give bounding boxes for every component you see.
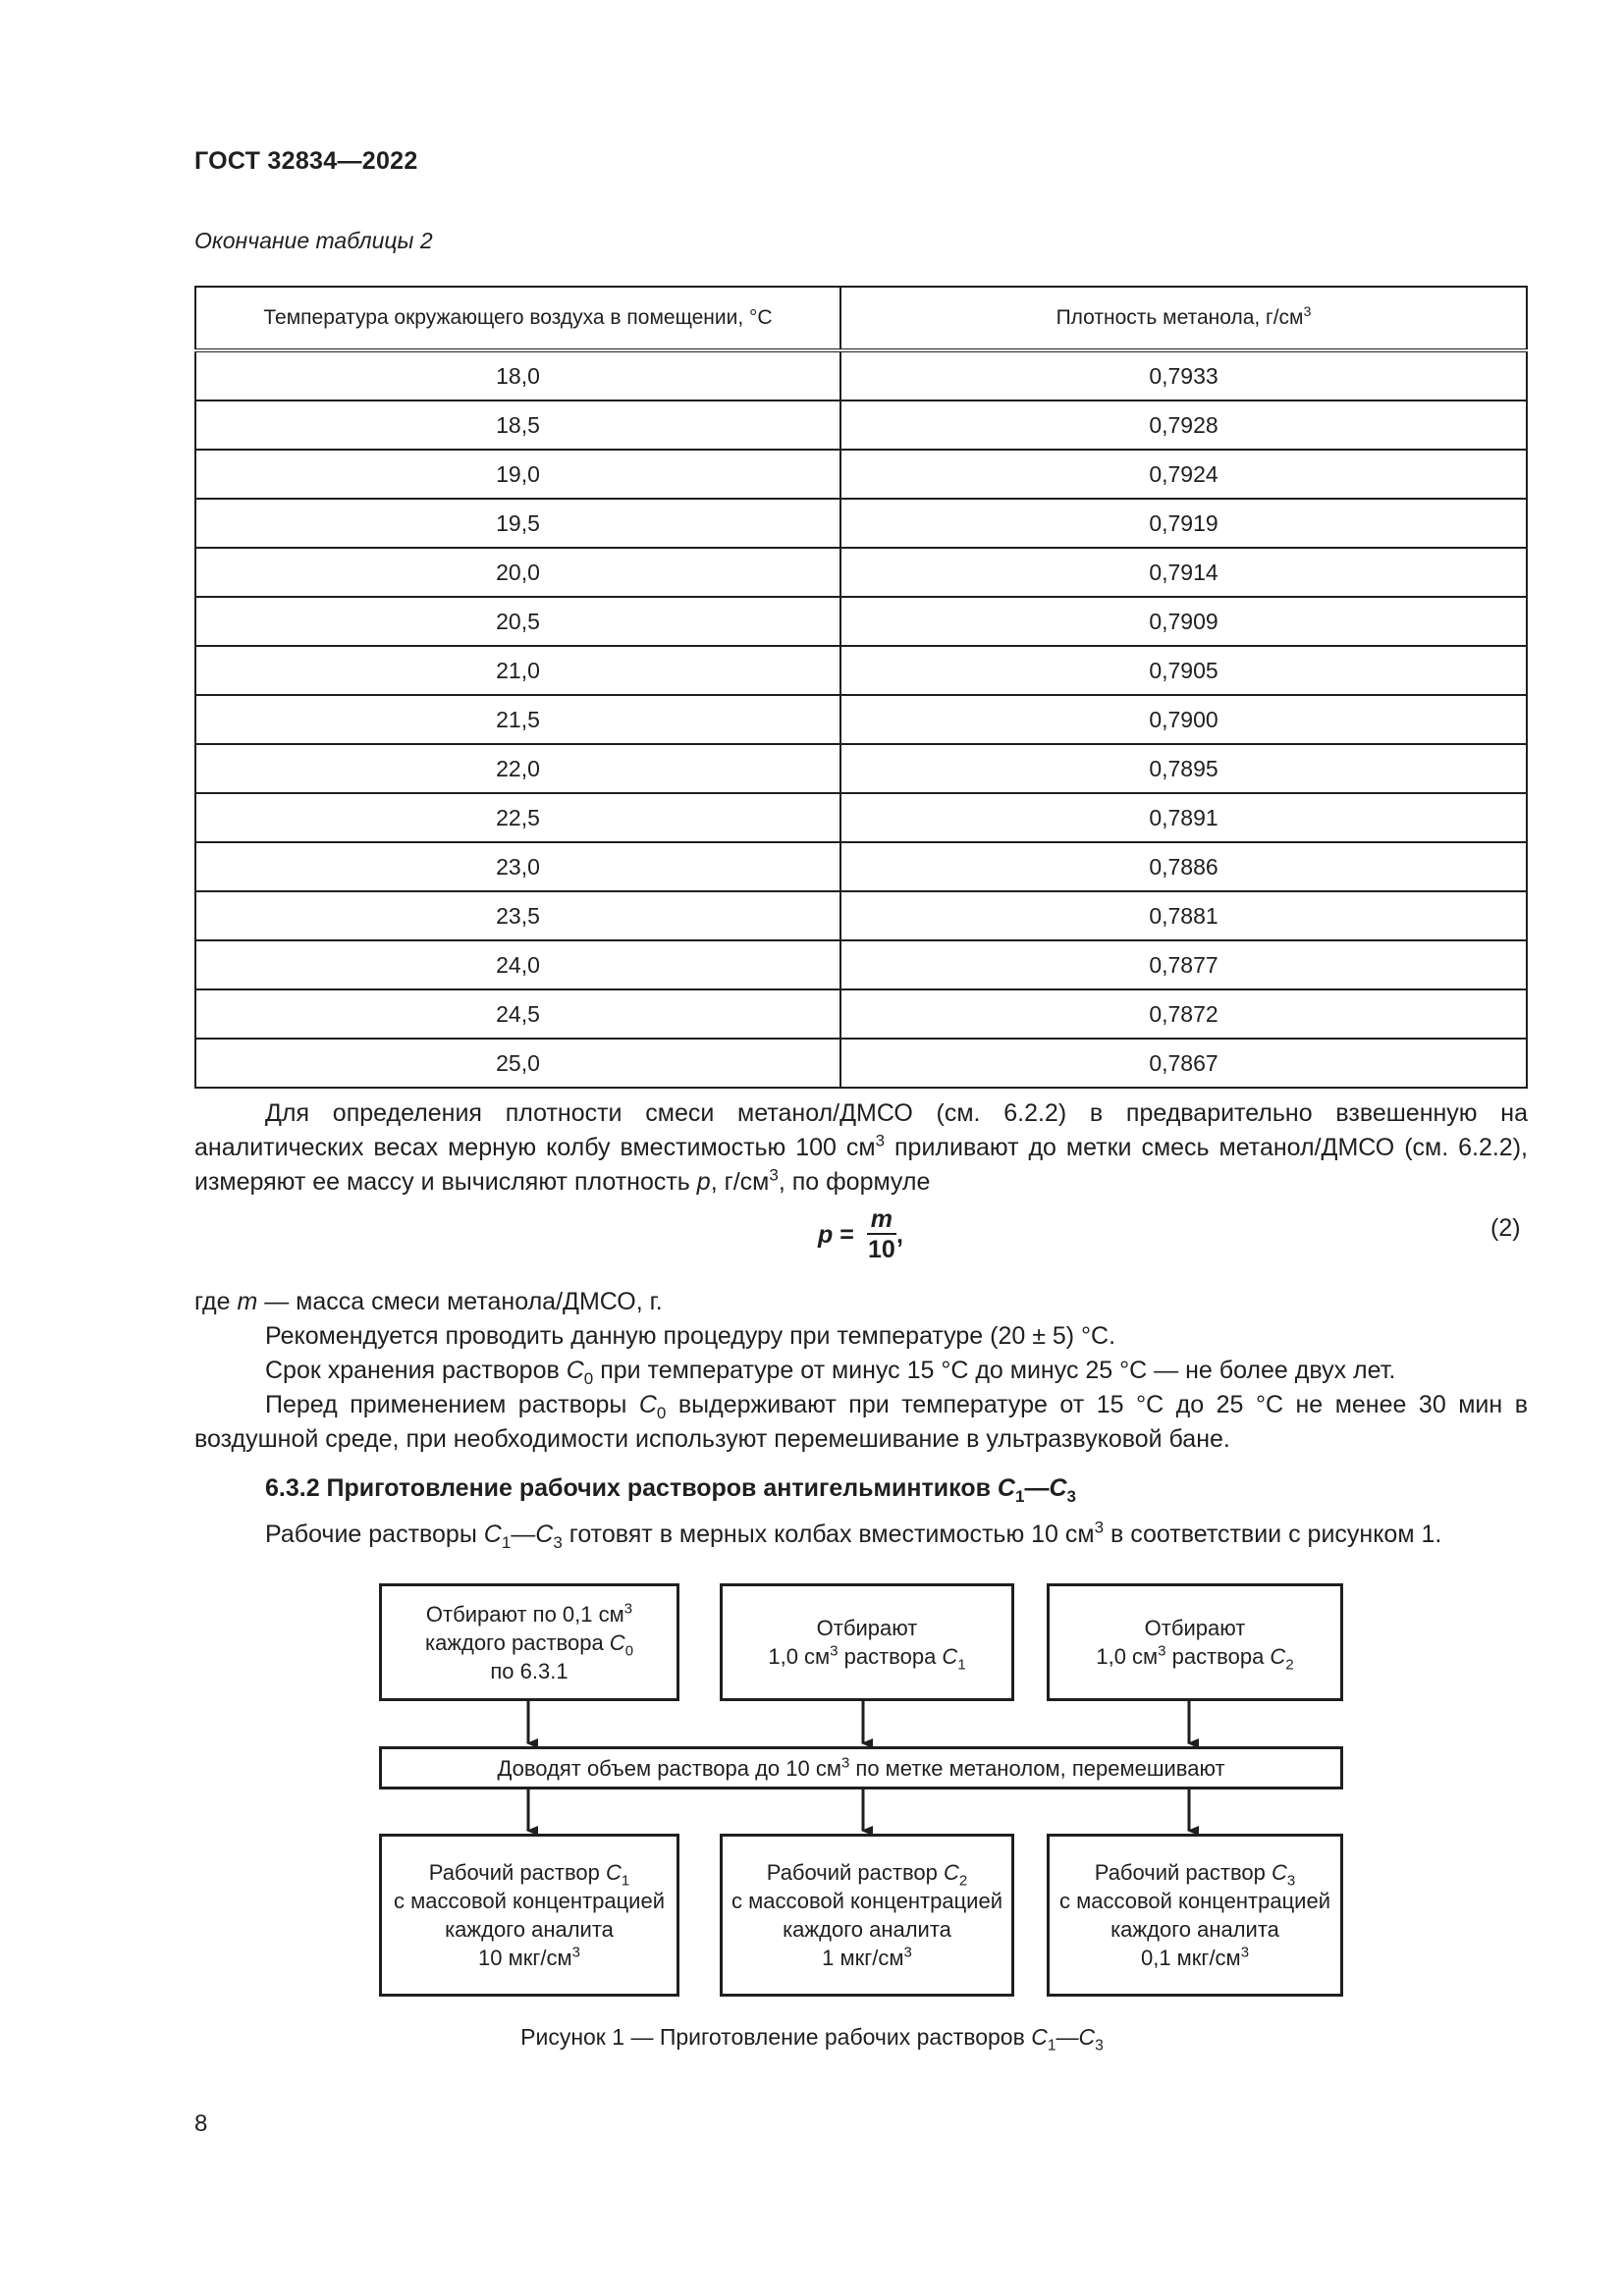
- flow-box-take-c1-line2: [768, 1642, 966, 1674]
- cell-temperature: 22,0: [195, 744, 840, 793]
- formula-numerator: m: [867, 1205, 896, 1235]
- tb1-l2a: 1,0 см: [768, 1644, 831, 1669]
- where-var: m: [237, 1288, 258, 1315]
- p5-c3: C: [535, 1521, 554, 1548]
- table-caption: Окончание таблицы 2: [194, 228, 433, 253]
- cell-density: 0,7900: [840, 695, 1527, 744]
- p3-text-a: Срок хранения растворов: [265, 1357, 567, 1384]
- tb2-l2a: 1,0 см: [1096, 1644, 1159, 1669]
- p3-var: C: [566, 1357, 584, 1384]
- p1-text-b: приливают до метки смесь метанол/ДМСО (см. 6.2.2), измеряют ее массу и вычисляют плотность: [194, 1134, 1528, 1196]
- formula-tail: ,: [896, 1220, 903, 1249]
- tb2-l2b: раствора: [1165, 1644, 1271, 1669]
- tb0-l1-sup: 3: [623, 1600, 633, 1618]
- cell-density: 0,7905: [840, 646, 1527, 695]
- cell-temperature: 20,0: [195, 548, 840, 597]
- cell-temperature: 19,0: [195, 450, 840, 499]
- mid-b: по метке метанолом, перемешивают: [849, 1755, 1225, 1781]
- result-c1-line2: с массовой концентрацией: [394, 1889, 665, 1913]
- result-c3-line3: каждого аналита: [1110, 1917, 1279, 1942]
- figcap-text: Рисунок 1 — Приготовление рабочих растворов: [520, 2024, 1032, 2050]
- p5-text-b: готовят в мерных колбах вместимостью 10 см: [562, 1521, 1095, 1548]
- p1-text-d: , по формуле: [778, 1168, 931, 1196]
- bb0-l4-sup: 3: [571, 1944, 580, 1961]
- result-c3-line2: с массовой концентрацией: [1059, 1889, 1330, 1913]
- bb0-l1-sub: 1: [621, 1872, 630, 1890]
- cell-density: 0,7886: [840, 842, 1527, 891]
- bb1-l1-sub: 2: [958, 1872, 968, 1890]
- cell-temperature: 24,5: [195, 989, 840, 1039]
- tb0-l2-var: C: [609, 1629, 625, 1655]
- column-header-density-sup: 3: [1303, 304, 1312, 320]
- section-text: 6.3.2 Приготовление рабочих растворов антигельминтиков: [265, 1474, 998, 1502]
- result-c2-line1: [766, 1858, 968, 1890]
- bb1-l1-var: C: [944, 1860, 959, 1885]
- flow-box-take-c2-line1: Отбирают: [1144, 1616, 1246, 1640]
- cell-density: 0,7895: [840, 744, 1527, 793]
- tb0-l2-sub: 0: [624, 1641, 634, 1659]
- where-text-b: — масса смеси метанола/ДМСО, г.: [257, 1288, 663, 1315]
- flow-box-result-c3: [1047, 1834, 1343, 1997]
- p4-sub: 0: [656, 1404, 667, 1422]
- p5-text-c: в соответствии с рисунком 1.: [1104, 1521, 1442, 1548]
- p4-text-a: Перед применением растворы: [265, 1391, 639, 1418]
- p4-var: C: [638, 1391, 657, 1418]
- cell-density: 0,7933: [840, 350, 1527, 400]
- p4-text-b: выдерживают при температуре от 15 °С до 25 °С не менее 30 мин в воздушной среде, при необходимости используют перемешивание в ультразвуковой бане.: [194, 1391, 1528, 1453]
- result-c1-line4: [478, 1944, 580, 1972]
- result-c1-line3: каждого аналита: [445, 1917, 614, 1942]
- flow-box-take-c0: [379, 1583, 679, 1701]
- flow-box-take-c1-line1: Отбирают: [816, 1616, 918, 1640]
- bb0-l1-var: C: [606, 1860, 622, 1885]
- p5-dash: —: [511, 1521, 536, 1548]
- tb0-l1: Отбирают по 0,1 см: [425, 1601, 624, 1627]
- cell-density: 0,7909: [840, 597, 1527, 646]
- bb2-l1-sub: 3: [1286, 1872, 1296, 1890]
- bb1-l1a: Рабочий раствор: [766, 1860, 945, 1885]
- flow-box-result-c1: [379, 1834, 679, 1997]
- cell-temperature: 25,0: [195, 1039, 840, 1088]
- cell-temperature: 24,0: [195, 940, 840, 989]
- tb2-l2-sub: 2: [1285, 1656, 1294, 1674]
- flow-box-dilute-text: [497, 1754, 1224, 1783]
- figure-caption: [0, 2024, 1624, 2055]
- bb1-l4-sup: 3: [903, 1944, 912, 1961]
- section-s1: 1: [1014, 1487, 1025, 1506]
- formula-equals: =: [833, 1220, 861, 1249]
- cell-temperature: 21,5: [195, 695, 840, 744]
- cell-density: 0,7881: [840, 891, 1527, 940]
- cell-temperature: 18,5: [195, 400, 840, 450]
- result-c3-line1: [1094, 1858, 1296, 1890]
- flow-box-take-c1: [720, 1583, 1014, 1701]
- cell-density: 0,7919: [840, 499, 1527, 548]
- bb2-l4-sup: 3: [1240, 1944, 1250, 1961]
- bb2-l1-var: C: [1272, 1860, 1287, 1885]
- section-dash: —: [1024, 1474, 1050, 1502]
- tb2-l2-var: C: [1270, 1644, 1286, 1669]
- tb1-l2-sub: 1: [957, 1656, 966, 1674]
- bb2-l4a: 0,1 мкг/см: [1140, 1946, 1241, 1970]
- cell-density: 0,7872: [840, 989, 1527, 1039]
- section-c3: C: [1049, 1474, 1067, 1502]
- flow-box-take-c0-line3: по 6.3.1: [490, 1658, 568, 1683]
- p5-s3: 3: [553, 1533, 563, 1552]
- p1-var: p: [696, 1168, 711, 1196]
- cell-temperature: 20,5: [195, 597, 840, 646]
- flow-box-dilute: [379, 1746, 1343, 1789]
- flow-box-take-c0-line2: [425, 1629, 633, 1657]
- formula-denominator: 10: [867, 1236, 895, 1263]
- result-c2-line4: [822, 1944, 912, 1972]
- bb0-l1a: Рабочий раствор: [428, 1860, 607, 1885]
- bb2-l1a: Рабочий раствор: [1094, 1860, 1272, 1885]
- p1-text-c: , г/см: [710, 1168, 770, 1196]
- cell-temperature: 21,0: [195, 646, 840, 695]
- p5-sup: 3: [1094, 1518, 1105, 1537]
- column-header-temperature: Температура окружающего воздуха в помещении, °С: [195, 287, 840, 350]
- section-s3: 3: [1066, 1487, 1076, 1506]
- page-number: 8: [194, 2110, 208, 2137]
- formula-number: (2): [1490, 1214, 1521, 1242]
- column-header-density-text: Плотность метанола, г/см: [1056, 306, 1304, 329]
- p3-sub: 0: [583, 1369, 594, 1388]
- cell-density: 0,7924: [840, 450, 1527, 499]
- formula-lhs: p: [818, 1220, 834, 1249]
- p1-text-a: Для определения плотности смеси метанол/ДМСО (см. 6.2.2) в предварительно взвешенную на аналитических весах мерную колбу вместимостью 100 см: [194, 1099, 1528, 1161]
- tb1-l2b: раствора: [838, 1644, 943, 1669]
- figcap-s3: 3: [1095, 2037, 1104, 2055]
- p3-text-b: при температуре от минус 15 °С до минус 25 °С — не более двух лет.: [593, 1357, 1396, 1384]
- cell-temperature: 19,5: [195, 499, 840, 548]
- p1-sup: 3: [875, 1131, 886, 1150]
- p1-sup2: 3: [769, 1165, 779, 1185]
- result-c2-line3: каждого аналита: [783, 1917, 951, 1942]
- mid-sup: 3: [840, 1754, 850, 1772]
- cell-temperature: 22,5: [195, 793, 840, 842]
- cell-density: 0,7877: [840, 940, 1527, 989]
- section-c1: C: [997, 1474, 1015, 1502]
- tb0-l2: каждого раствора: [424, 1629, 610, 1655]
- figcap-dash: —: [1056, 2024, 1079, 2050]
- paragraph-recommendation: Рекомендуется проводить данную процедуру при температуре (20 ± 5) °С.: [265, 1322, 1116, 1350]
- where-text-a: где: [194, 1288, 238, 1315]
- result-c2-line2: с массовой концентрацией: [731, 1889, 1002, 1913]
- tb1-l2-sup: 3: [830, 1642, 839, 1660]
- cell-density: 0,7914: [840, 548, 1527, 597]
- figcap-c1: C: [1031, 2024, 1048, 2050]
- document-header: ГОСТ 32834—2022: [194, 147, 418, 175]
- tb2-l2-sup: 3: [1158, 1642, 1166, 1660]
- cell-density: 0,7867: [840, 1039, 1527, 1088]
- flow-box-take-c0-line1: [426, 1600, 632, 1629]
- figcap-c3: C: [1078, 2024, 1096, 2050]
- mid-a: Доводят объем раствора до 10 см: [497, 1755, 841, 1781]
- bb1-l4a: 1 мкг/см: [822, 1946, 904, 1970]
- cell-density: 0,7891: [840, 793, 1527, 842]
- bb0-l4a: 10 мкг/см: [478, 1946, 572, 1970]
- flow-box-take-c2-line2: [1096, 1642, 1294, 1674]
- flow-box-result-c2: [720, 1834, 1014, 1997]
- cell-temperature: 23,5: [195, 891, 840, 940]
- cell-temperature: 23,0: [195, 842, 840, 891]
- tb1-l2-var: C: [942, 1644, 958, 1669]
- result-c3-line4: [1141, 1944, 1249, 1972]
- result-c1-line1: [428, 1858, 630, 1890]
- p5-text-a: Рабочие растворы: [265, 1521, 484, 1548]
- figcap-s1: 1: [1047, 2037, 1056, 2055]
- cell-density: 0,7928: [840, 400, 1527, 450]
- flow-box-take-c2: [1047, 1583, 1343, 1701]
- p5-s1: 1: [501, 1533, 512, 1552]
- p5-c1: C: [483, 1521, 502, 1548]
- cell-temperature: 18,0: [195, 350, 840, 400]
